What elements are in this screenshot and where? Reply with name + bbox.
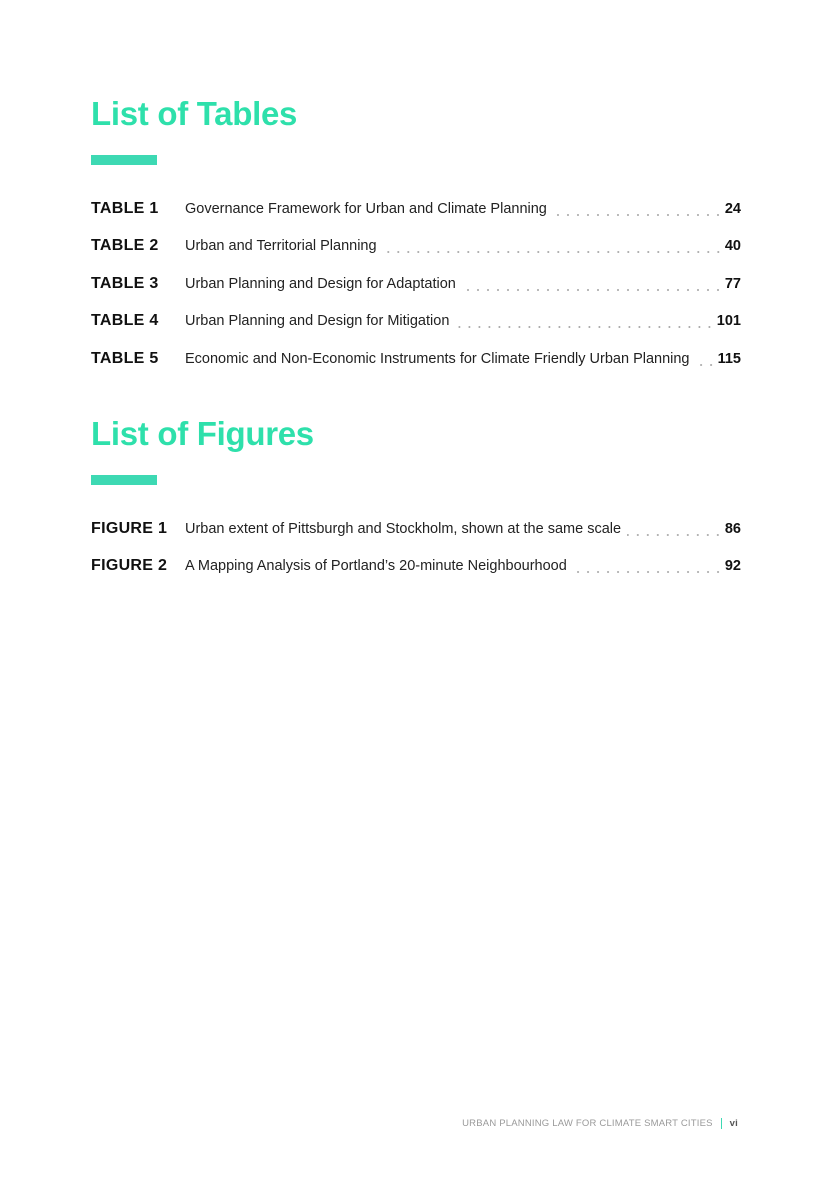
table-entry-label: TABLE 5 — [91, 349, 159, 367]
figure-entry-label: FIGURE 1 — [91, 519, 168, 537]
figure-entry-2[interactable] — [91, 548, 741, 586]
dot-leader — [455, 326, 714, 328]
footer-running-title: URBAN PLANNING LAW FOR CLIMATE SMART CITIES — [462, 1118, 713, 1129]
dot-leader — [383, 251, 723, 253]
page-footer — [462, 1118, 738, 1129]
table-entry-3[interactable] — [91, 265, 741, 303]
table-entry-label: TABLE 2 — [91, 237, 159, 255]
table-entry-label: TABLE 4 — [91, 312, 159, 330]
list-of-figures-heading: List of Figures — [91, 415, 314, 452]
figure-entry-page[interactable]: 86 — [724, 520, 741, 537]
table-entry-page[interactable]: 101 — [716, 313, 741, 330]
table-entry-page[interactable]: 77 — [724, 275, 741, 292]
table-entry-4[interactable] — [91, 303, 741, 341]
figure-entry-label: FIGURE 2 — [91, 557, 168, 575]
table-entry-title[interactable]: Economic and Non-Economic Instruments for Climate Friendly Urban Planning — [185, 351, 694, 367]
table-entry-page[interactable]: 115 — [717, 350, 741, 367]
table-entry-5[interactable] — [91, 340, 741, 378]
table-entry-label: TABLE 3 — [91, 274, 159, 292]
dot-leader — [627, 534, 723, 536]
footer-page-number: vi — [729, 1118, 738, 1129]
tables-list — [91, 190, 741, 378]
table-entry-1[interactable] — [91, 190, 741, 228]
figure-entry-title[interactable]: Urban extent of Pittsburgh and Stockholm, shown at the same scale — [185, 521, 625, 537]
table-entry-title[interactable]: Urban Planning and Design for Mitigation — [185, 313, 453, 329]
dot-leader — [573, 571, 723, 573]
dot-leader — [696, 364, 716, 366]
dot-leader — [553, 214, 723, 216]
figures-list — [91, 510, 741, 585]
table-entry-label: TABLE 1 — [91, 199, 159, 217]
table-entry-title[interactable]: Governance Framework for Urban and Climate Planning — [185, 201, 551, 217]
table-entry-page[interactable]: 40 — [724, 238, 741, 255]
table-entry-2[interactable] — [91, 228, 741, 266]
figures-accent-bar — [91, 475, 157, 485]
figure-entry-title[interactable]: A Mapping Analysis of Portland’s 20-minute Neighbourhood — [185, 558, 571, 574]
footer-divider — [721, 1118, 722, 1129]
tables-accent-bar — [91, 155, 157, 165]
figure-entry-1[interactable] — [91, 510, 741, 548]
table-entry-title[interactable]: Urban Planning and Design for Adaptation — [185, 276, 460, 292]
table-entry-title[interactable]: Urban and Territorial Planning — [185, 238, 381, 254]
table-entry-page[interactable]: 24 — [724, 200, 741, 217]
dot-leader — [462, 289, 723, 291]
figure-entry-page[interactable]: 92 — [724, 558, 741, 575]
list-of-tables-heading: List of Tables — [91, 95, 298, 132]
